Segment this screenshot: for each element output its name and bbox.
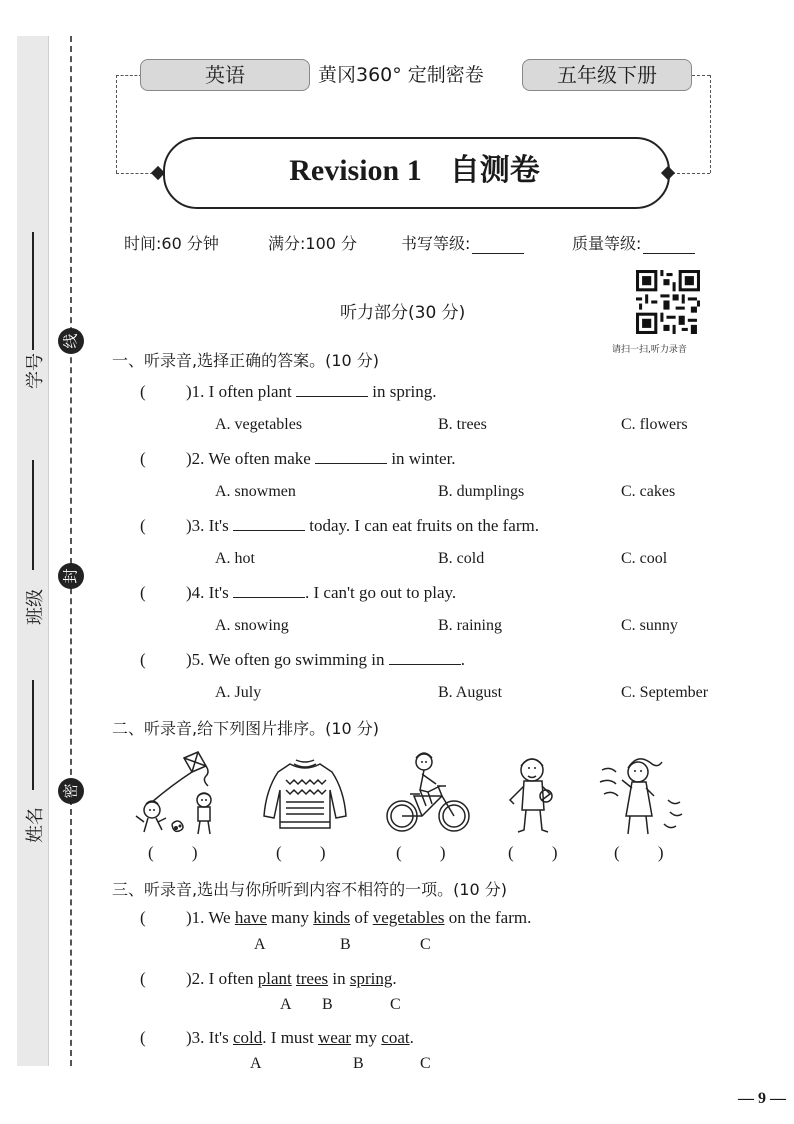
option-a[interactable]: A. snowmen [215,483,296,500]
option-b-word: kinds [313,908,351,927]
answer-paren[interactable]: ( ) [276,843,326,862]
student-id-label: 学号 [25,353,46,389]
score-info: 满分:100 分 [268,234,358,253]
section2-heading: 二、听录音,给下列图片排序。(10 分) [112,719,380,738]
option-a[interactable]: A. snowing [215,617,289,634]
seal-line: 线 [58,328,84,354]
student-id-line [32,232,34,350]
label-a: A [254,936,266,953]
class-label: 班级 [25,589,46,625]
frame-dash-right [710,75,711,173]
title-en: Revision 1 [289,154,422,187]
option-b[interactable]: B. August [438,684,503,701]
subject-badge: 英语 [140,59,310,91]
section3-heading: 三、听录音,选出与你所听到内容不相符的一项。(10 分) [112,880,508,899]
frame-dash-left [116,75,117,173]
option-c[interactable]: C. September [621,684,709,701]
option-c[interactable]: C. cool [621,550,668,567]
label-b: B [353,1055,364,1072]
blank[interactable] [233,516,305,531]
class-line [32,460,34,570]
header-dash-right [692,75,710,76]
blank[interactable] [233,583,305,598]
option-b[interactable]: B. trees [438,416,487,433]
grade-badge: 五年级下册 [522,59,692,91]
label-a: A [280,996,292,1013]
name-label: 姓名 [25,807,46,843]
boy-eating-image [496,750,586,840]
series-title: 黄冈360° 定制密卷 [318,64,484,86]
answer-paren[interactable]: ( [140,908,146,927]
option-a[interactable]: A. vegetables [215,416,303,433]
page-title [163,137,666,205]
kite-flying-children-image [132,750,222,840]
answer-paren[interactable]: ( [140,382,146,401]
label-b: B [340,936,351,953]
option-c[interactable]: C. sunny [621,617,678,634]
answer-paren[interactable]: ( [140,449,146,468]
time-info: 时间:60 分钟 [124,234,219,253]
blank[interactable] [296,382,368,397]
option-a[interactable]: A. July [215,684,262,701]
qr-code-icon[interactable] [636,270,700,334]
label-c: C [390,996,401,1013]
option-c-word: spring [349,969,393,988]
boy-riding-bike-image [384,750,474,840]
option-c-word: vegetables [372,908,445,927]
option-c-word: coat [381,1028,410,1047]
option-a-word: plant [257,969,292,988]
cut-line [70,36,72,1066]
question-5: )5. We often go swimming in . [186,650,466,669]
answer-paren[interactable]: ( ) [148,843,198,862]
answer-paren[interactable]: ( ) [614,843,664,862]
header-dash-left [116,75,142,76]
frame-dash-bottom-right [672,173,710,174]
question-1: )1. I often plant in spring. [186,382,437,401]
s3-question-2: )2. I often plant trees in spring. [186,969,397,988]
option-b[interactable]: B. raining [438,617,502,634]
blank[interactable] [389,650,461,665]
option-a-word: have [234,908,267,927]
name-line [32,680,34,790]
page-number: — 9 — [738,1090,786,1107]
writing-grade: 书写等级: [401,231,524,254]
writing-grade-blank[interactable] [472,237,524,254]
option-b[interactable]: B. dumplings [438,483,525,500]
section1-heading: 一、听录音,选择正确的答案。(10 分) [112,351,380,370]
option-c[interactable]: C. cakes [621,483,676,500]
option-a[interactable]: A. hot [215,550,255,567]
answer-paren[interactable]: ( ) [508,843,558,862]
quality-grade-blank[interactable] [643,237,695,254]
option-b[interactable]: B. cold [438,550,485,567]
label-a: A [250,1055,262,1072]
option-a-word: cold [233,1028,263,1047]
question-3: )3. It's today. I can eat fruits on the farm. [186,516,539,535]
answer-paren[interactable]: ( [140,969,146,988]
sweater-image [260,750,350,840]
answer-paren[interactable]: ( [140,516,146,535]
option-b-word: wear [318,1028,352,1047]
qr-caption: 请扫一扫,听力录音 [612,345,687,355]
quality-grade: 质量等级: [572,231,695,254]
label-c: C [420,1055,431,1072]
s3-question-1: )1. We have many kinds of vegetables on the farm. [186,908,532,927]
label-b: B [322,996,333,1013]
question-4: )4. It's . I can't go out to play. [186,583,457,602]
seal-secret: 密 [58,778,84,804]
option-b-word: trees [296,969,329,988]
seal-seal: 封 [58,563,84,589]
answer-paren[interactable]: ( ) [396,843,446,862]
answer-paren[interactable]: ( [140,1028,146,1047]
s3-question-3: )3. It's cold. I must wear my coat. [186,1028,414,1047]
title-cn: 自测卷 [449,153,540,188]
option-c[interactable]: C. flowers [621,416,688,433]
blank[interactable] [315,449,387,464]
label-c: C [420,936,431,953]
girl-in-wind-image [598,750,688,840]
answer-paren[interactable]: ( [140,583,146,602]
answer-paren[interactable]: ( [140,650,146,669]
question-2: )2. We often make in winter. [186,449,456,468]
listening-heading: 听力部分(30 分) [340,303,466,323]
